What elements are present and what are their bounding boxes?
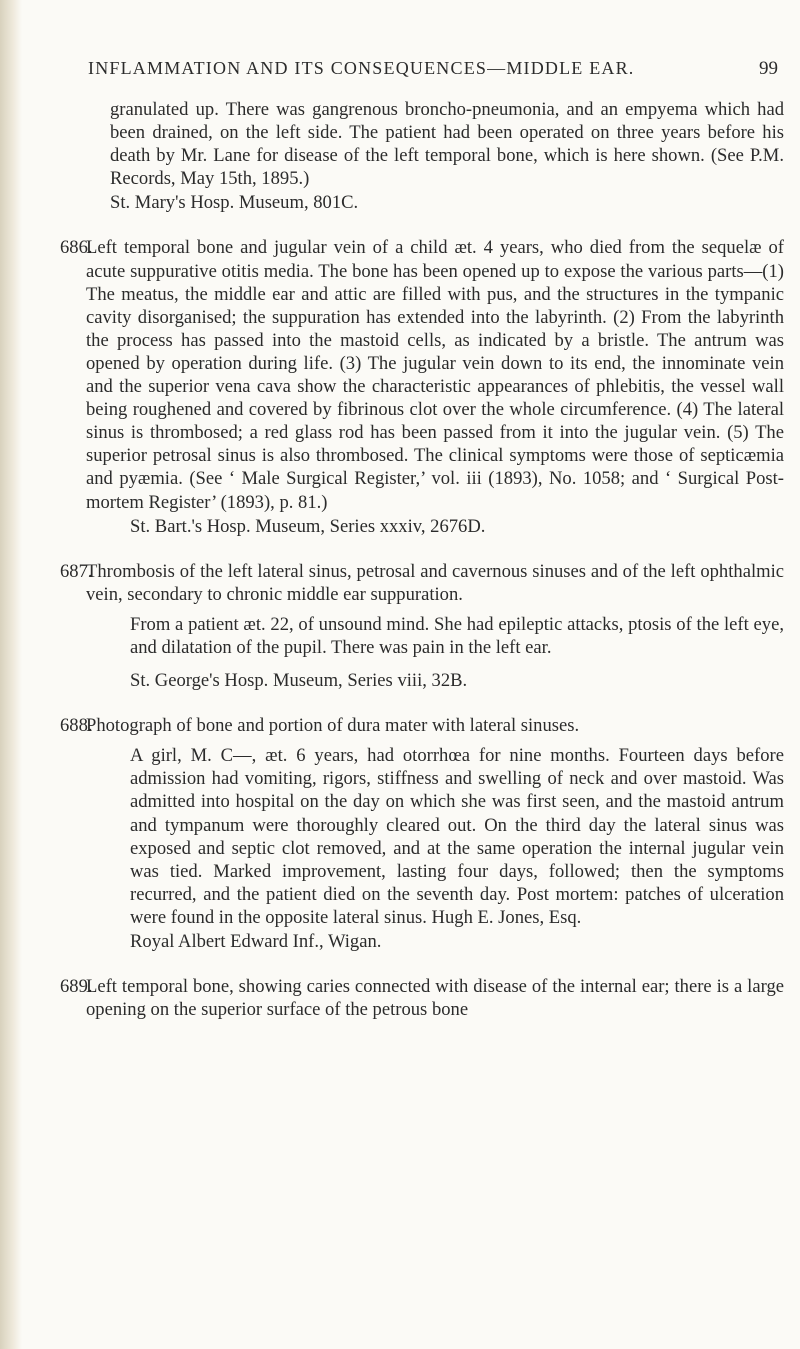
entry-number: 689. — [60, 976, 93, 998]
running-head: INFLAMMATION AND ITS CONSEQUENCES—MIDDLE EAR. — [88, 58, 635, 78]
entry-text: Left temporal bone and jugular vein of a child æt. 4 years, who died from the sequelæ of acute suppurative otitis media. The bone has been opened up to expose the various parts—(1) The meatus, the middle ear and attic are filled with pus, and the structures in the tympanic cavity disorganised; the suppuration has extended into the labyrinth. (2) From the labyrinth the process has passed into the mastoid cells, as indicated by a bristle. The antrum was opened by operation during life. (3) The jugular vein down to its end, the innominate vein and the superior vena cava show the characteristic appearances of phlebitis, the vessel wall being roughened and covered by fibrinous clot over the whole circumference. (4) The lateral sinus is thrombosed; a red glass rod has been passed from it into the jugular vein. (5) The superior petrosal sinus is also thrombosed. The clinical symptoms were those of septicæmia and pyæmia. (See ‘ Male Surgical Register,’ vol. iii (1893), No. 1058; and ‘ Surgical Post-mortem Register’ (1893), p. 81.) — [86, 237, 784, 513]
museum-reference: St. Bart.'s Hosp. Museum, Series xxxiv, 2676D. — [130, 515, 486, 537]
page-spine-shadow — [0, 0, 22, 1349]
entry-text: Thrombosis of the left lateral sinus, petrosal and cavernous sinuses and of the left ophthalmic vein, secondary to chronic middle ear suppuration. — [86, 560, 784, 605]
catalogue-entry-687 — [60, 560, 784, 692]
entry-number: 687. — [60, 560, 93, 582]
entry-number: 686. — [60, 237, 93, 259]
page-header — [88, 58, 778, 88]
page-number: 99 — [759, 58, 778, 79]
entry-text: Left temporal bone, showing caries connected with disease of the internal ear; there is a large opening on the superior surface of the petrous bone — [86, 976, 784, 1021]
catalogue-entry-689 — [60, 975, 784, 1021]
catalogue-entry-686 — [60, 236, 784, 537]
page-body — [60, 98, 784, 1021]
entry-number: 688. — [60, 715, 93, 737]
entry-description: A girl, M. C—, æt. 6 years, had otorrhœa for nine months. Fourteen days before admission had vomiting, rigors, stiffness and swelling of neck and over mastoid. Was admitted into hospital on the day on which she was first seen, and the mastoid antrum and tympanum were thoroughly cleared out. On the third day the lateral sinus was exposed and septic clot removed, and at the same operation the internal jugular vein was tied. Marked improvement, lasting four days, followed; then the symptoms recurred, and the patient died on the seventh day. Post mortem: patches of ulceration were found in the opposite lateral sinus. Hugh E. Jones, Esq. — [130, 745, 784, 928]
museum-reference: St. George's Hosp. Museum, Series viii, 32B. — [130, 670, 468, 692]
museum-reference: St. Mary's Hosp. Museum, 801C. — [110, 192, 359, 214]
continuation-paragraph: granulated up. There was gangrenous broncho-pneumonia, and an empyema which had been drained, on the left side. The patient had been operated on three years before his death by Mr. Lane for disease of the left temporal bone, which is here shown. (See P.M. Records, May 15th, 1895.) — [110, 99, 784, 190]
museum-reference: Royal Albert Edward Inf., Wigan. — [130, 931, 382, 952]
catalogue-entry-688 — [60, 714, 784, 953]
continuation-block — [66, 98, 784, 214]
entry-description: From a patient æt. 22, of unsound mind. She had epileptic attacks, ptosis of the left eye, and dilatation of the pupil. There was pain in the left ear. — [130, 613, 784, 658]
entry-text: Photograph of bone and portion of dura mater with lateral sinuses. — [86, 715, 580, 737]
